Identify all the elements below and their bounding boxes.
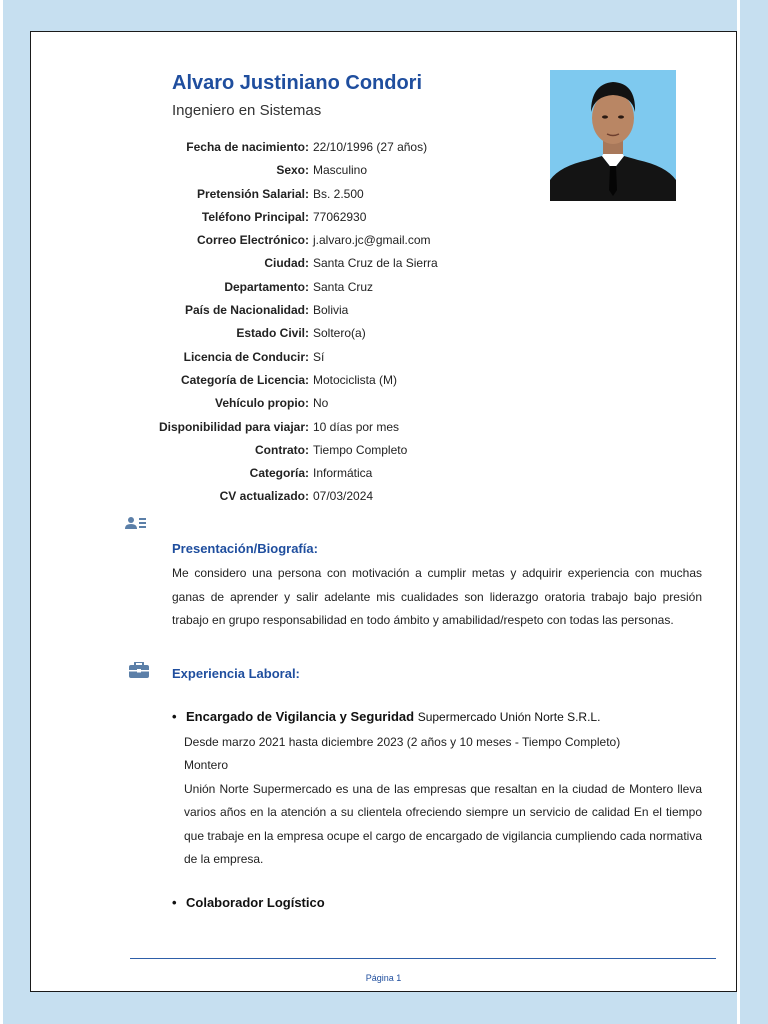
right-edge-strip <box>737 0 740 1024</box>
detail-label: Licencia de Conducir: <box>183 349 309 364</box>
bio-section-title: Presentación/Biografía: <box>172 541 318 556</box>
job-description: Unión Norte Supermercado es una de las empresas que resaltan en la ciudad de Montero lleva varios años en la atención a su clientela ofreciendo siempre un servicio de calidad En el tiempo que trabaje en la empresa ocupe el cargo de encargado de vigilancia cumpliendo cada normativa de la empresa. <box>184 781 702 867</box>
detail-value: 07/03/2024 <box>313 489 374 504</box>
detail-row-license-category <box>31 369 551 392</box>
detail-value: Masculino <box>313 163 368 178</box>
detail-label: Departamento: <box>224 279 309 294</box>
bullet-icon: • <box>172 895 177 910</box>
detail-value: Santa Cruz de la Sierra <box>313 256 438 271</box>
detail-label: Ciudad: <box>264 256 309 271</box>
detail-row-driver-license <box>31 346 551 369</box>
job-details <box>184 731 702 871</box>
candidate-name: Alvaro Justiniano Condori <box>172 72 423 94</box>
detail-value: Informática <box>313 466 373 481</box>
detail-row-sex <box>31 159 551 182</box>
detail-value: Soltero(a) <box>313 326 366 341</box>
job-position: Encargado de Vigilancia y Seguridad <box>186 709 415 724</box>
detail-row-phone <box>31 206 551 229</box>
detail-label: Pretensión Salarial: <box>196 186 309 201</box>
candidate-title: Ingeniero en Sistemas <box>172 102 322 119</box>
detail-value: 77062930 <box>313 209 367 224</box>
job-entry-title <box>172 895 325 910</box>
detail-row-department <box>31 276 551 299</box>
detail-row-cv-updated <box>31 485 551 508</box>
detail-row-travel-availability <box>31 416 551 439</box>
detail-value: Motociclista (M) <box>313 372 398 387</box>
detail-value: Bolivia <box>313 303 349 318</box>
briefcase-icon <box>129 662 149 683</box>
cv-page <box>30 31 737 992</box>
profile-photo <box>550 70 676 201</box>
detail-value: Sí <box>313 349 325 364</box>
job-location: Montero <box>184 758 229 773</box>
personal-details <box>31 136 551 509</box>
detail-row-city <box>31 252 551 275</box>
detail-label: Categoría: <box>249 466 309 481</box>
job-position: Colaborador Logístico <box>186 895 325 910</box>
experience-section-title: Experiencia Laboral: <box>172 666 300 681</box>
detail-row-marital-status <box>31 322 551 345</box>
bio-text: Me considero una persona con motivación a cumplir metas y adquirir experiencia con muchas ganas de aprender y salir adelante mis cualidades son liderazgo oratoria trabajo bajo presión trabajo en grupo responsabilidad en todo ámbito y amabilidad/respeto con todas las personas. <box>172 566 702 627</box>
detail-value: 10 días por mes <box>313 419 400 434</box>
detail-label: Disponibilidad para viajar: <box>158 419 309 434</box>
detail-label: Vehículo propio: <box>214 396 309 411</box>
detail-row-nationality <box>31 299 551 322</box>
detail-label: CV actualizado: <box>219 489 309 504</box>
left-edge-strip <box>0 0 3 1024</box>
job-company: Supermercado Unión Norte S.R.L. <box>417 710 601 724</box>
detail-label: Sexo: <box>276 163 309 178</box>
detail-row-birthdate <box>31 136 551 159</box>
profile-card-icon <box>125 516 147 535</box>
page-number: Página 1 <box>365 973 402 983</box>
detail-label: Contrato: <box>255 442 309 457</box>
detail-value: Tiempo Completo <box>313 442 408 457</box>
detail-row-salary <box>31 183 551 206</box>
job-entry-title <box>172 709 600 724</box>
detail-value: Bs. 2.500 <box>313 186 364 201</box>
footer-divider <box>130 958 716 959</box>
detail-row-own-vehicle <box>31 392 551 415</box>
bullet-icon: • <box>172 709 177 724</box>
detail-label: Teléfono Principal: <box>201 209 309 224</box>
detail-label: Correo Electrónico: <box>196 233 309 248</box>
detail-value: j.alvaro.jc@gmail.com <box>313 233 431 248</box>
detail-row-email <box>31 229 551 252</box>
detail-row-category <box>31 462 551 485</box>
detail-label: País de Nacionalidad: <box>184 303 309 318</box>
detail-row-contract <box>31 439 551 462</box>
detail-label: Estado Civil: <box>236 326 309 341</box>
detail-label: Fecha de nacimiento: <box>186 140 309 154</box>
detail-value: 22/10/1996 (27 años) <box>313 140 428 154</box>
detail-value: No <box>313 396 329 411</box>
job-period: Desde marzo 2021 hasta diciembre 2023 (2 años y 10 meses - Tiempo Completo) <box>184 735 621 749</box>
detail-label: Categoría de Licencia: <box>180 372 309 387</box>
detail-value: Santa Cruz <box>313 279 374 294</box>
